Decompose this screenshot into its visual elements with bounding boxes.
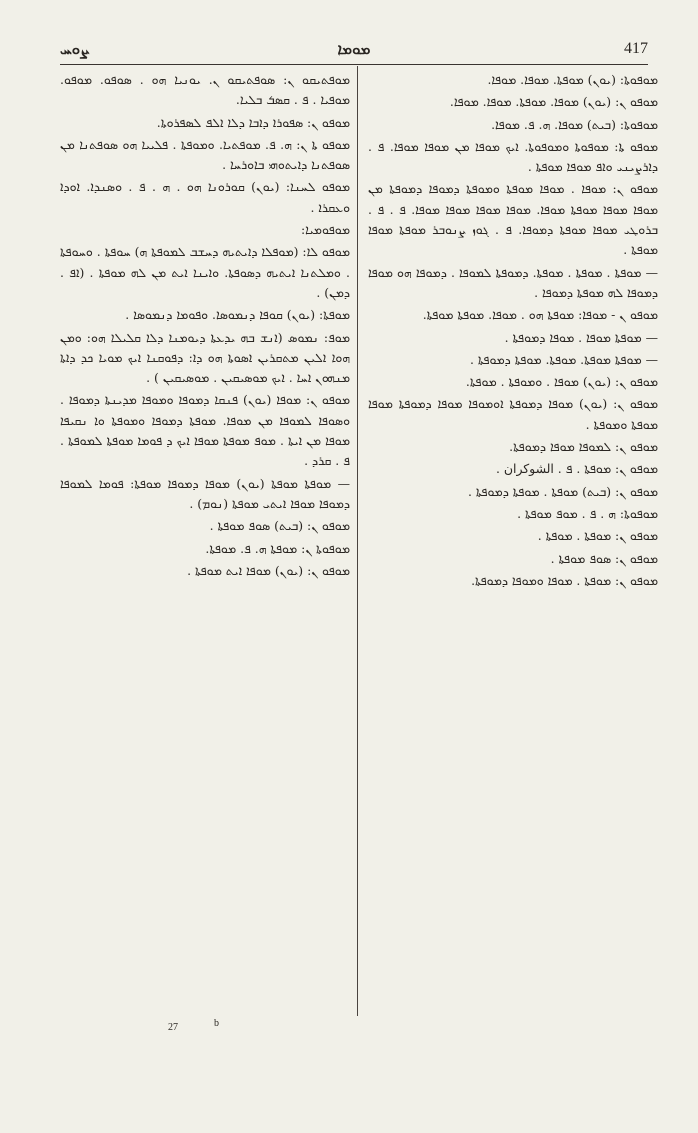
dictionary-entry: ܡܘܦܘ ܢ: (ܝܘܢ) ܡܘܦܐ. ܡܘܦܬܐ. ܡܘܦܐ. ܡܘܦܐ. (449, 94, 658, 110)
dictionary-entry: — ܡܘܦܬܐ . ܡܘܦܬܐ . ܡܘܦܬܐ. ܕܡܘܦܬܐ ܠܡܘܦܐ . ܕܡܘܦܐ ܗܘ ܡܘܦܐ ܕܡܘܦܐ ܠܗ ܡܘܦܬܐ ܕܡܘܦܐ . (368, 264, 658, 300)
dictionary-entry: — ܡܘܦܬܐ ܡܘܦܬܐ. ܡܘܦܬܐ. ܡܘܦܬܐ ܕܡܘܦܬܐ . (469, 351, 658, 367)
dictionary-entry: ܡܘܦܬܝܩܘ ܢ: ܣܘܦܬܝܩܘ ܢ. ܝܘܢܝܐ ܗܘ . ܣܘܦܘ. ܡܘܦܘ. ܡܘܦܝܐ . ܦ . ܩܣܭ ܒܠܝܐ. (60, 72, 350, 108)
dictionary-entry: — ܡܘܦܬܐ ܡܘܦܐ . ܡܘܦܐ ܕܡܘܦܬܐ . (504, 329, 658, 345)
dictionary-entry: ܡܘܦܘܬܐ: (ܝܘܢ) ܡܘܦܬܐ. ܡܘܦܐ. ܡܘܦܐ. (487, 72, 658, 87)
signature-letter: b (214, 1018, 219, 1029)
dictionary-entry: ܡܘܦܘ ܢ: (ܝܘܢ) ܡܘܦܐ ܐܝܬ ܡܘܦܬܐ . (187, 562, 350, 578)
dictionary-entry: ܡܘܦܘ ܢ: (ܝܘܢ) ܡܘܦܐ ܕܡܘܦܬܐ ܐܘܡܘܦܐ ܡܘܦܐ ܕܡܘܦܬܐ ܡܘܦܐ ܡܘܦܬܐ ܘܡܘܦܬܐ . (368, 396, 658, 432)
dictionary-entry: ܡܘܦܘ ܢ: ܡܘܦܐ (ܝܘܢ) ܦܢܩܐ ܕܡܘܦܐ ܘܡܘܦܐ ܡܕܝܢܬܐ ܕܡܘܦܐ . ܘܣܘܦܐ ܠܡܘܦܐ ܡܢ ܡܘܦܐ. ܡܘܦܬܐ ܕܡܘܦܐ ܘܡܘܦܬܐ ܘܐ ܢܩܝܦܐ ܡܘܦܐ ܡܢ ܐܝܬܐ . ܡܘܦ ܡܘܦܬܐ ܡܘܦܐ ܐܝܟ ܕ ܦܘܡܐ ܡܘܦܬܐ ܠܡܘܦܬܐ . ܦ . ܩܪܕ . (60, 392, 350, 469)
dictionary-entry: ܡܘܦܘ ܬܐ: ܡܘܦܘܬܐ ܘܡܘܦܘܬܐ. ܐܝܟ ܡܘܦܐ ܡܢ ܡܘܦܐ ܡܘܦܐ. ܦ . ܕܐܪܨܝܢܝ ܘܐܦ ܡܘܦܐ ܡܘܦܬܐ . (368, 138, 658, 175)
dictionary-entry: ܡܘܦܘ ܢ: ܣܘܦ ܡܘܦܬܐ . (550, 550, 658, 566)
dictionary-entry: ܡܘܦܘ ܢ - ܡܘܦܐ: ܡܘܦܬܐ ܗܘ . ܡܘܦܐ. ܡܘܦܬܐ ܡܘܦܬܐ. (422, 307, 658, 323)
signature-mark: 27 (168, 1022, 178, 1033)
dictionary-entry: ܡܘܦܘ ܢ: ܡܘܦܬܐ . ܡܘܦܬܐ . (537, 528, 658, 544)
dictionary-entry: ܡܘܦܘ ܢ: ܠܡܘܦܐ ܡܘܦܐ ܕܡܘܦܬܐ. (509, 439, 658, 455)
dictionary-entry: ܡܘܦܘ ܠܐ: (ܡܘܦܠܐ ܕܐܝܬܝܗ ܕܚܫܒ ܠܡܘܦܬܐ ܗ) ܚܘܦܬܐ . ܘܚܘܦܬܐ . ܘܡܠܬܢܐ ܐܝܬܝܗ ܕܣܘܦܬܐ. ܘܐܝܢܐ ܐܝܬ ܡܢ ܠܗ ܡܘܦܬܐ . (ܐܦ . ܕܡܢ) . (60, 244, 350, 300)
dictionary-entry: — ܡܘܦܬܐ ܡܘܦܬܐ (ܝܘܢ) ܡܘܦܐ ܕܡܘܦܐ ܡܘܦܬܐ: ܦܘܡܐ ܠܡܘܦܐ ܕܡܘܦܐ ܡܘܦܐ ܐܝܬܝ ܡܘܦܬܐ (ܢܘܡ) . (60, 475, 350, 511)
column-divider (357, 66, 358, 1016)
dictionary-entry: ܡܘܦܘ ܢ: ܡܘܦܬܐ . ܦ . الشوكران . (496, 461, 658, 477)
page-header (60, 40, 648, 62)
dictionary-entry: ܡܘܦܘܬܐ ܢ: ܡܘܦܬܐ ܗ. ܦ. ܡܘܦܬܐ. (205, 540, 350, 556)
dictionary-entry: ܡܘܦܘ ܢ: ܣܦܘܪܐ ܕܐܒܐ ܕܠܐ ܐܠܦ ܠܣܦܪܘܬܐ. (156, 114, 350, 130)
dictionary-entry: ܡܘܦܘܬܐ: ܗ . ܦ . ܡܘܦ ܡܘܦܬܐ . (517, 505, 658, 521)
left-column (60, 70, 350, 583)
header-rule (60, 64, 648, 65)
right-column (368, 70, 658, 593)
dictionary-entry: ܡܘܦܘܡܝܐ: (301, 222, 350, 238)
header-left-numeral: ܨܘܚ (60, 40, 89, 58)
dictionary-entry: ܡܘܦܘ ܢ: ܡܘܦܐ . ܡܘܦܐ ܡܘܦܬܐ ܘܡܘܦܬܐ ܕܡܘܦܐ ܕܡܘܦܬܐ ܡܢ ܡܘܦܐ ܡܘܦܐ ܡܘܦܬܐ ܡܘܦܐ. ܡܘܦܐ ܡܘܦܐ ܡܘܦܐ ܡܘܦܐ. ܦ . ܦ . ܒܪܘܛܝ ܡܘܦܐ ܡܘܦܬܐ ܕܡܘܦܐ. ܦ . ܓܘܙ ܨܢܘܒܪ ܡܘܦܬܐ ܡܘܦܐ ܡܘܦܬܐ . (368, 181, 658, 258)
dictionary-entry: ܡܘܦ: ܢܡܘܣ (ܐܢܫ ܒܗ ܝܕܥܬܐ ܕܝܘܡܢܐ ܕܠܐ ܩܠܝܠܐ ܗܘ: ܘܡܢ ܗܘܐ ܐܠܝܢ ܡܬܩܪܝܢ ܐܣܘܬܐ ܗܘ ܕܐ: ܕܦܘܩܢܐ ܐܝܟ ܡܘܝܐ ܟܕ ܕܐܬܐ ܡܢܗܘܢ ܐܚܐ . ܐܝܟ ܡܘܣܝܩܝܢ . ܡܘܣܝܩܝܢ ) . (60, 329, 350, 386)
dictionary-entry: ܡܘܦܘܬܐ: (ܒܝܬ) ܡܘܦܐ. ܗ. ܦ. ܡܘܦܐ. (491, 116, 658, 132)
header-running-title: ܡܘܡܐ (337, 40, 371, 58)
dictionary-entry: ܡܘܦܘ ܢ: (ܝܘܢ) ܡܘܦܐ . ܘܡܘܦܬܐ . ܡܘܦܬܐ. (465, 374, 658, 390)
dictionary-entry: ܡܘܦܘ ܢ: (ܒܝܬ) ܡܘܦܬܐ . ܡܘܦܬܐ ܕܡܘܦܬܐ . (468, 483, 658, 499)
dictionary-entry: ܡܘܦܘ ܠܚܢܐ: (ܝܘܢ) ܩܘܪܘܢܐ ܗܘ . ܗ . ܦ . ܘܣܢܕܐ. ܐܘܕܐ ܘܥܩܪܐ . (60, 179, 350, 215)
dictionary-entry: ܡܘܦܘ ܢ: (ܒܝܬ) ܣܘܦ ܡܘܦܬܐ . (209, 518, 350, 534)
dictionary-entry: ܡܘܦܬܐ: (ܝܘܢ) ܩܘܦܐ ܕܢܡܘܣܐ. ܘܦܘܡܐ ܕܢܡܘܣܐ . (125, 307, 350, 323)
dictionary-entry: ܡܘܦܘ ܬܐ ܢ: ܗ. ܦ. ܡܘܦܬܝܐ. ܘܡܘܦܬܐ . ܦܠܝܝܐ ܗܘ ܣܘܦܬܢܐ ܡܢ ܣܘܦܬܢܐ ܕܐܝܬܘܗܝ ܒܐܘܪܚܐ . (60, 136, 350, 173)
page-number: 417 (624, 40, 648, 57)
dictionary-entry: ܡܘܦܘ ܢ: ܡܘܦܬܐ . ܡܘܦܐ ܘܡܘܦܐ ܕܡܘܦܬܐ. (471, 572, 658, 588)
